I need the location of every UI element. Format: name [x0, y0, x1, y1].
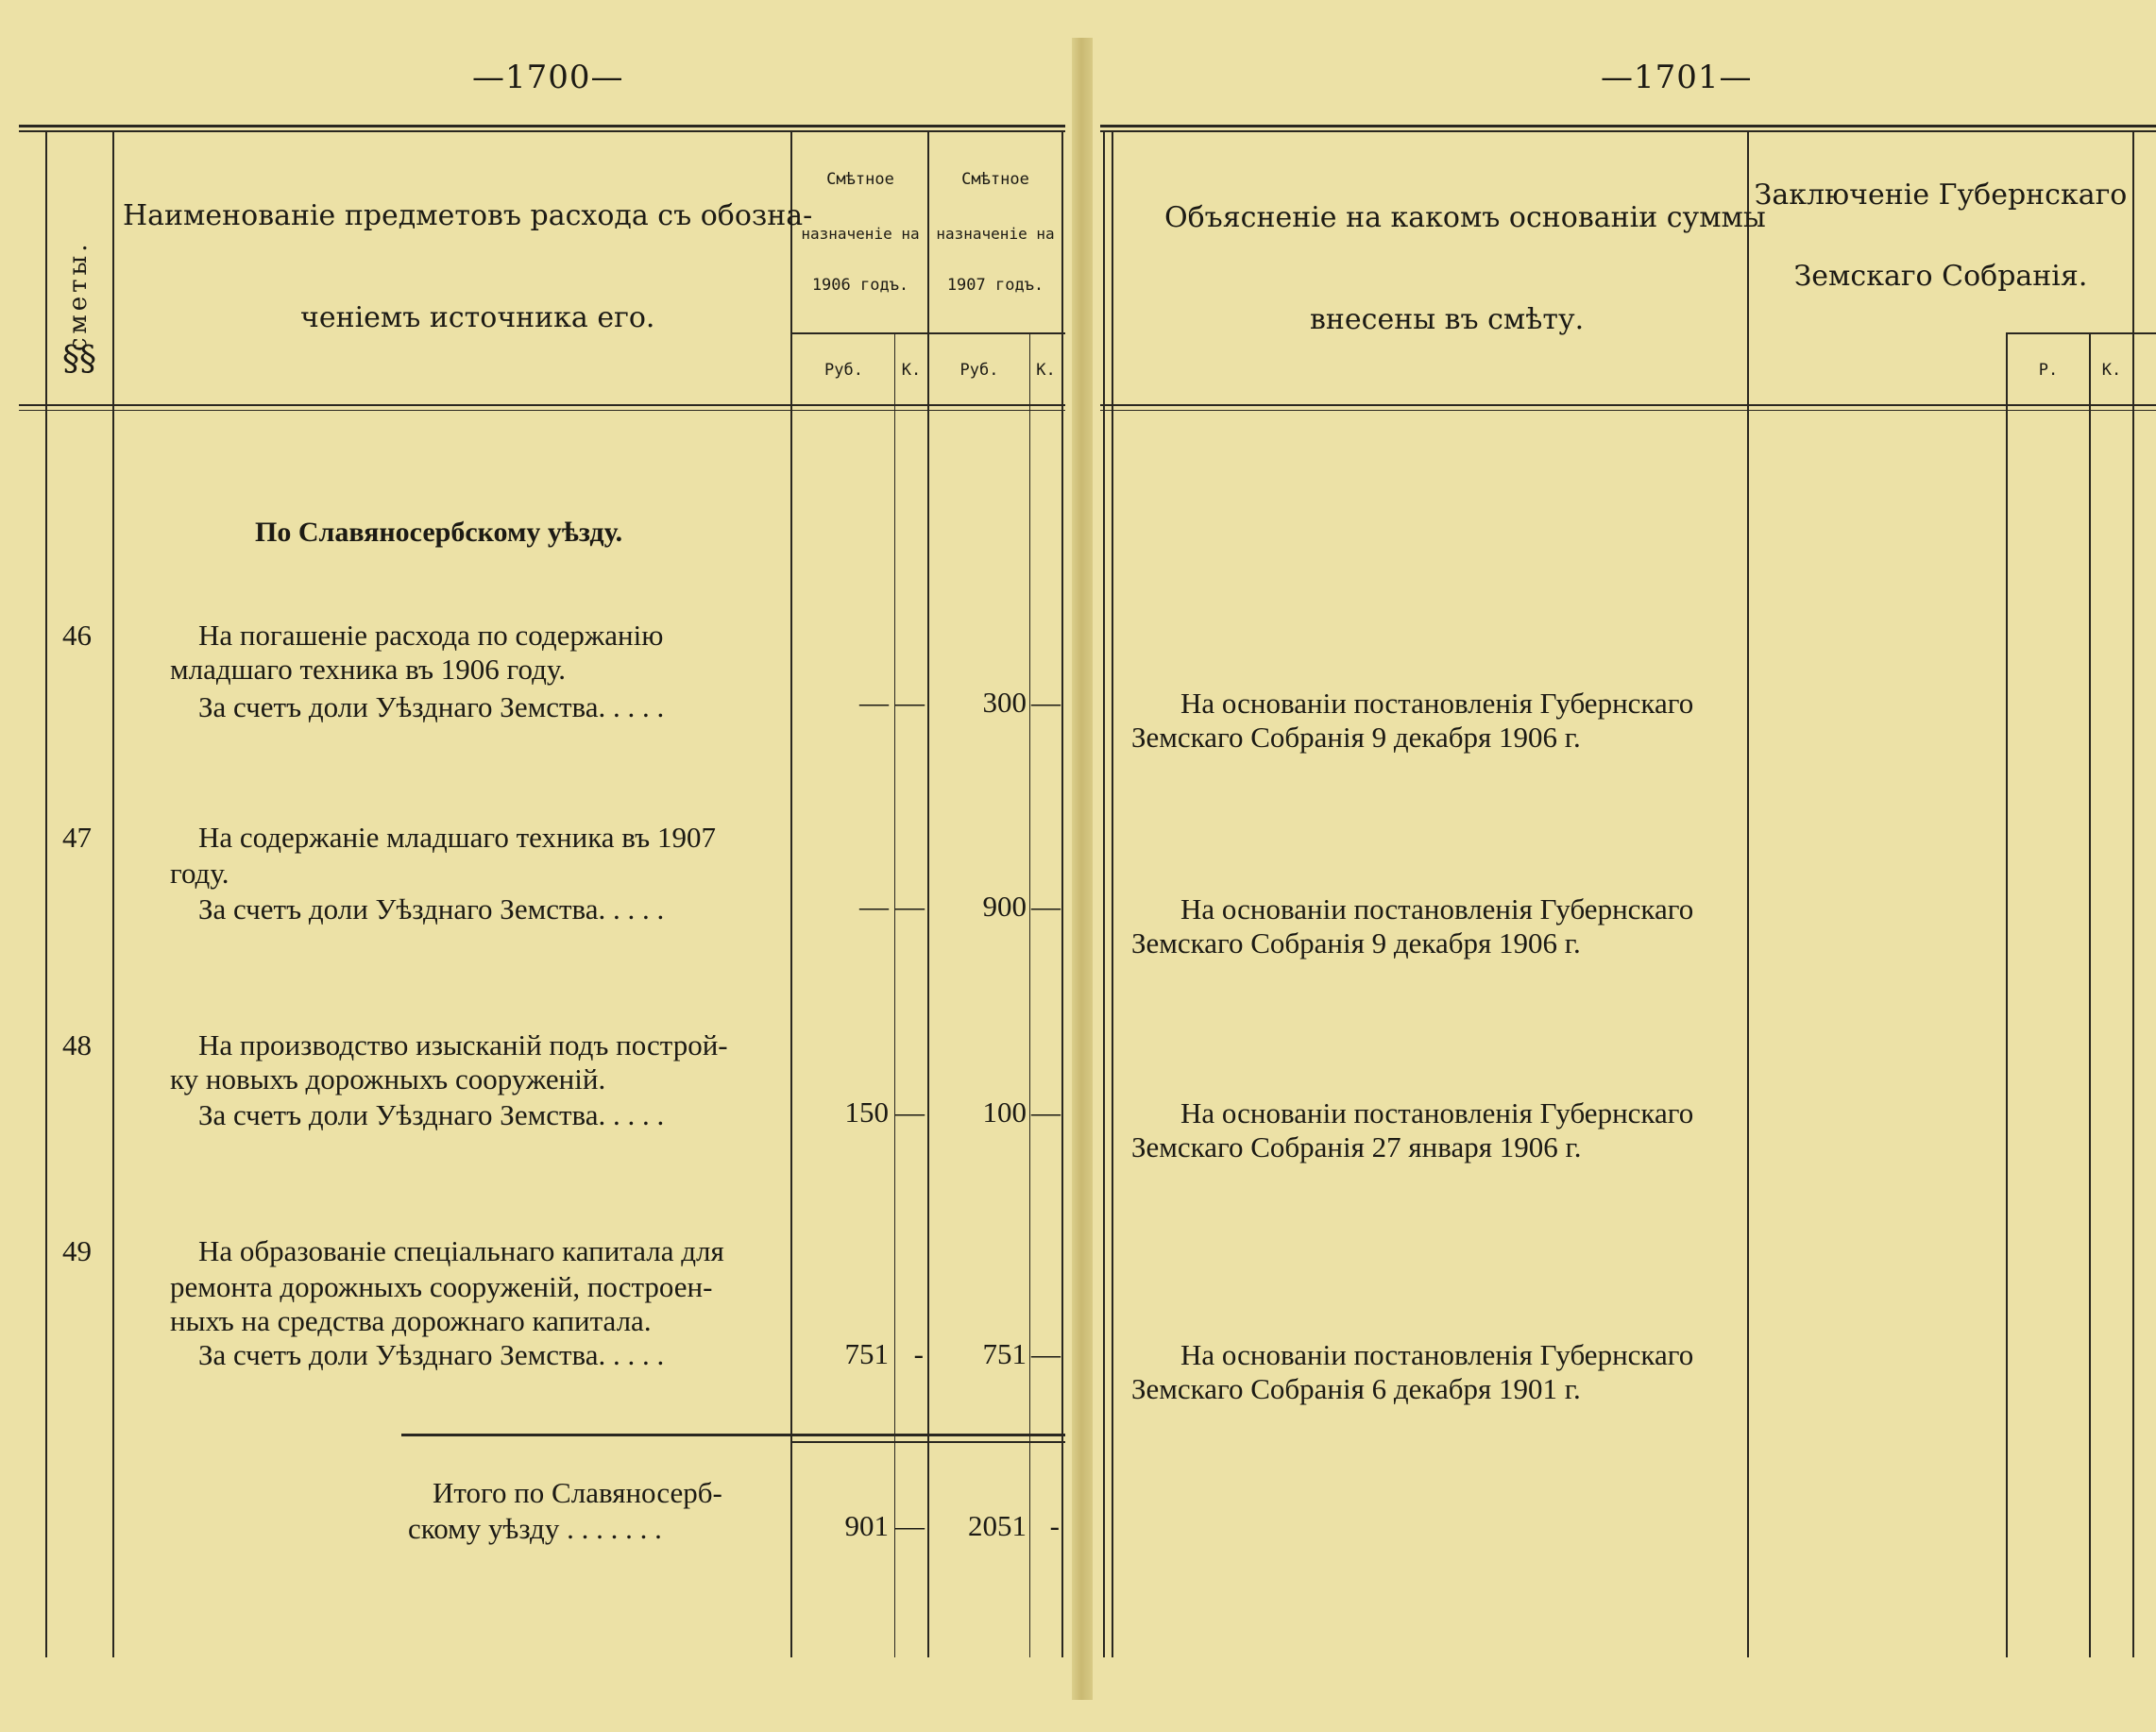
row-number: 47 [62, 821, 92, 854]
explanation-line: Земскаго Собранія 6 декабря 1901 г. [1131, 1372, 1581, 1405]
row-text-line: На производство изысканій подъ построй- [198, 1028, 728, 1061]
row-number: 49 [62, 1234, 92, 1267]
explanation-line: На основаніи постановленія Губернскаго [1180, 892, 1694, 925]
conclusion-rub-header: Р. [2038, 361, 2059, 380]
row-number: 46 [62, 619, 92, 652]
row-text-line: году. [170, 857, 229, 890]
row-source: За счетъ доли Уѣзднаго Земства. . . . . [198, 690, 665, 723]
left-page-number: —1700— [472, 59, 624, 96]
kop-1907-value: — [1031, 890, 1061, 923]
conclusion-header-line1: Заключеніе Губернскаго [1754, 178, 2128, 212]
rub-1906-value: 751 [844, 1337, 889, 1370]
explanation-line: Земскаго Собранія 9 декабря 1906 г. [1131, 721, 1581, 754]
district-title: По Славяносербскому уѣзду. [255, 517, 623, 548]
row-text-line: младшаго техника въ 1906 году. [170, 653, 566, 686]
row-text-line: На погашеніе расхода по содержанію [198, 619, 664, 652]
kop-1907-value: — [1031, 686, 1061, 719]
explain-header-line1: Объясненіе на какомъ основаніи суммы [1164, 201, 1766, 234]
kop-1906-value: — [895, 1095, 925, 1129]
row-text-line: ремонта дорожныхъ сооруженій, построен- [170, 1270, 713, 1303]
rub-1906-value: — [859, 686, 889, 719]
row-text-line: ку новыхъ дорожныхъ сооруженій. [170, 1062, 606, 1095]
section-label: сметы. [64, 240, 93, 351]
rub-1907-value: 300 [982, 686, 1027, 719]
row-number: 48 [62, 1028, 92, 1061]
rub-1906-value: — [859, 890, 889, 923]
rub-1907-value: 751 [982, 1337, 1027, 1370]
row-source: За счетъ доли Уѣзднаго Земства. . . . . [198, 1098, 665, 1131]
explain-header-line2: внесены въ смѣту. [1310, 303, 1585, 336]
kop-1906-header: К. [901, 361, 922, 380]
explanation-line: Земскаго Собранія 9 декабря 1906 г. [1131, 926, 1581, 959]
section-symbol: §§ [62, 340, 96, 379]
total-label-line1: Итого по Славяносерб- [433, 1476, 722, 1509]
rub-1906-header: Руб. [824, 361, 863, 380]
row-text-line: На содержаніе младшаго техника въ 1907 [198, 821, 716, 854]
right-page-number: —1701— [1601, 59, 1753, 96]
col1906-l1: Смѣтное [826, 170, 894, 189]
name-header-line2: ченіемъ источника его. [300, 301, 655, 334]
rub-1906-value: 150 [844, 1095, 889, 1129]
kop-1906-value: — [895, 890, 925, 923]
explanation-line: На основаніи постановленія Губернскаго [1180, 1096, 1694, 1129]
kop-1907-value: — [1031, 1337, 1061, 1370]
row-text-line: ныхъ на средства дорожнаго капитала. [170, 1304, 652, 1337]
row-source: За счетъ доли Уѣзднаго Земства. . . . . [198, 1338, 665, 1371]
col1907-l2: назначеніе на [936, 225, 1055, 243]
kop-1906-value: - [913, 1337, 924, 1370]
total-kop-1906: — [895, 1509, 925, 1542]
kop-1907-value: — [1031, 1095, 1061, 1129]
explanation-line: На основаніи постановленія Губернскаго [1180, 1338, 1694, 1371]
col1906-l3: 1906 годъ. [811, 276, 909, 295]
section-column-header [55, 189, 108, 406]
explanation-line: Земскаго Собранія 27 января 1906 г. [1131, 1130, 1582, 1163]
row-source: За счетъ доли Уѣзднаго Земства. . . . . [198, 892, 665, 925]
total-rub-1906: 901 [844, 1509, 889, 1542]
row-text-line: На образованіе спеціальнаго капитала для [198, 1234, 724, 1267]
total-label-line2: скому уѣзду . . . . . . . [408, 1512, 662, 1545]
total-rub-1907: 2051 [968, 1509, 1027, 1542]
conclusion-header-line2: Земскаго Собранія. [1793, 260, 2088, 293]
rub-1907-value: 900 [982, 890, 1027, 923]
rub-1907-value: 100 [982, 1095, 1027, 1129]
conclusion-kop-header: К. [2101, 361, 2122, 380]
explanation-line: На основаніи постановленія Губернскаго [1180, 687, 1694, 720]
col1907-l3: 1907 годъ. [946, 276, 1044, 295]
kop-1907-header: К. [1036, 361, 1056, 380]
total-kop-1907: - [1049, 1509, 1060, 1542]
kop-1906-value: — [895, 686, 925, 719]
rub-1907-header: Руб. [959, 361, 999, 380]
col1907-l1: Смѣтное [961, 170, 1029, 189]
book-spine [1072, 38, 1093, 1700]
name-header-line1: Наименованіе предметовъ расхода съ обозна- [123, 199, 813, 232]
col1906-l2: назначеніе на [801, 225, 920, 243]
